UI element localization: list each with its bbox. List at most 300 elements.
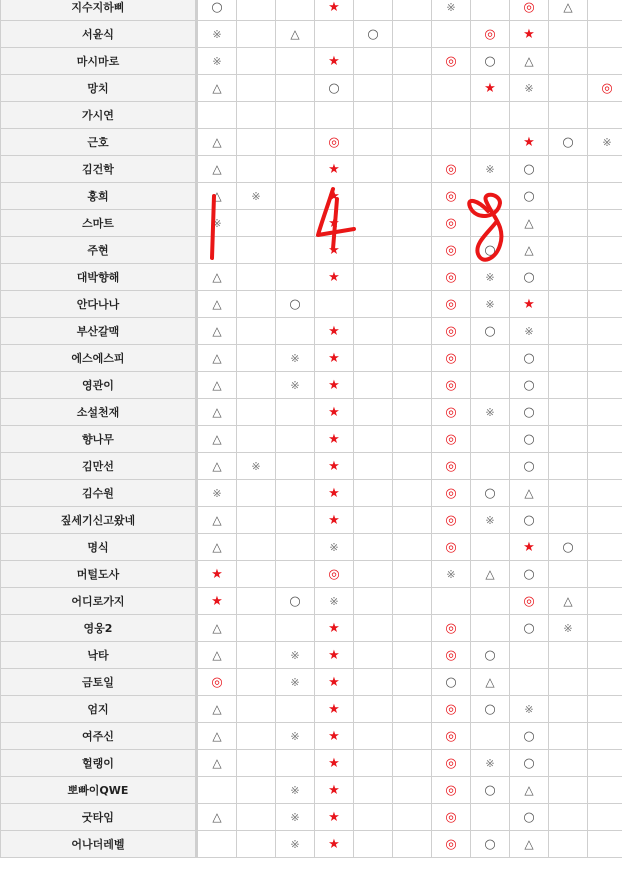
dcircle-mark: ◎ (484, 26, 496, 42)
dcircle-mark: ◎ (328, 134, 340, 150)
ref-mark: ※ (290, 649, 300, 662)
prediction-cell (197, 156, 237, 183)
prediction-cell (510, 156, 549, 183)
prediction-cell (393, 291, 432, 318)
triangle-mark: △ (212, 648, 222, 662)
prediction-cell (393, 21, 432, 48)
prediction-cell (354, 615, 393, 642)
prediction-cell (510, 237, 549, 264)
prediction-cell (510, 372, 549, 399)
table-row (1, 345, 622, 372)
prediction-cell (588, 399, 622, 426)
star-mark: ★ (328, 512, 340, 528)
prediction-cell (510, 183, 549, 210)
circle-mark: ○ (523, 377, 535, 393)
dcircle-mark: ◎ (445, 728, 457, 744)
player-name: 금토일 (1, 669, 197, 696)
prediction-cell (393, 804, 432, 831)
ref-mark: ※ (524, 82, 534, 95)
prediction-cell (549, 345, 588, 372)
prediction-cell (197, 372, 237, 399)
prediction-cell (237, 237, 276, 264)
prediction-cell (237, 723, 276, 750)
prediction-cell (471, 831, 510, 858)
prediction-cell (393, 210, 432, 237)
dcircle-mark: ◎ (445, 647, 457, 663)
prediction-cell (315, 318, 354, 345)
prediction-cell (197, 642, 237, 669)
prediction-cell (276, 291, 315, 318)
prediction-cell (237, 480, 276, 507)
prediction-cell (549, 318, 588, 345)
prediction-cell (197, 264, 237, 291)
prediction-cell (588, 318, 622, 345)
prediction-cell (237, 129, 276, 156)
prediction-cell (471, 129, 510, 156)
prediction-cell (276, 642, 315, 669)
triangle-mark: △ (524, 243, 534, 257)
prediction-cell (549, 453, 588, 480)
ref-mark: ※ (524, 325, 534, 338)
table-row (1, 480, 622, 507)
table-row (1, 642, 622, 669)
circle-mark: ○ (523, 269, 535, 285)
prediction-cell (471, 75, 510, 102)
circle-mark: ○ (367, 26, 379, 42)
prediction-cell (315, 669, 354, 696)
dcircle-mark: ◎ (445, 701, 457, 717)
prediction-cell (471, 615, 510, 642)
dcircle-mark: ◎ (445, 377, 457, 393)
star-mark: ★ (328, 755, 340, 771)
prediction-cell (588, 102, 622, 129)
prediction-cell (197, 723, 237, 750)
prediction-cell (393, 372, 432, 399)
prediction-cell (432, 48, 471, 75)
prediction-cell (237, 588, 276, 615)
prediction-cell (197, 183, 237, 210)
star-mark: ★ (328, 809, 340, 825)
circle-mark: ○ (289, 593, 301, 609)
star-mark: ★ (328, 377, 340, 393)
prediction-table-body (1, 0, 622, 858)
prediction-cell (549, 372, 588, 399)
prediction-cell (237, 804, 276, 831)
prediction-cell (588, 750, 622, 777)
circle-mark: ○ (484, 242, 496, 258)
prediction-cell (315, 210, 354, 237)
prediction-cell (315, 372, 354, 399)
player-name: 김수원 (1, 480, 197, 507)
circle-mark: ○ (523, 512, 535, 528)
prediction-cell (471, 426, 510, 453)
prediction-cell (432, 426, 471, 453)
prediction-cell (588, 534, 622, 561)
triangle-mark: △ (212, 756, 222, 770)
prediction-cell (354, 561, 393, 588)
prediction-cell (354, 723, 393, 750)
prediction-cell (432, 345, 471, 372)
prediction-cell (549, 426, 588, 453)
prediction-cell (276, 318, 315, 345)
prediction-cell (315, 156, 354, 183)
prediction-cell (237, 399, 276, 426)
triangle-mark: △ (212, 459, 222, 473)
prediction-cell (315, 507, 354, 534)
prediction-cell (393, 480, 432, 507)
player-name: 짚세기신고왔네 (1, 507, 197, 534)
prediction-cell (393, 48, 432, 75)
prediction-cell (471, 291, 510, 318)
prediction-cell (393, 75, 432, 102)
star-mark: ★ (523, 134, 535, 150)
ref-mark: ※ (290, 784, 300, 797)
prediction-cell (510, 561, 549, 588)
prediction-cell (588, 453, 622, 480)
prediction-cell (354, 129, 393, 156)
prediction-cell (315, 426, 354, 453)
prediction-cell (276, 750, 315, 777)
prediction-cell (588, 291, 622, 318)
prediction-cell (471, 0, 510, 21)
prediction-cell (237, 156, 276, 183)
prediction-cell (276, 453, 315, 480)
prediction-cell (588, 777, 622, 804)
prediction-cell (510, 696, 549, 723)
star-mark: ★ (328, 269, 340, 285)
prediction-cell (276, 372, 315, 399)
triangle-mark: △ (212, 162, 222, 176)
prediction-cell (276, 48, 315, 75)
prediction-cell (315, 237, 354, 264)
dcircle-mark: ◎ (445, 323, 457, 339)
ref-mark: ※ (290, 730, 300, 743)
triangle-mark: △ (212, 432, 222, 446)
prediction-cell (510, 804, 549, 831)
ref-mark: ※ (290, 379, 300, 392)
prediction-cell (354, 426, 393, 453)
prediction-cell (315, 453, 354, 480)
star-mark: ★ (328, 701, 340, 717)
ref-mark: ※ (485, 163, 495, 176)
prediction-cell (432, 831, 471, 858)
circle-mark: ○ (562, 134, 574, 150)
prediction-cell (393, 345, 432, 372)
prediction-cell (393, 129, 432, 156)
prediction-cell (237, 696, 276, 723)
player-name: 가시연 (1, 102, 197, 129)
prediction-cell (510, 480, 549, 507)
prediction-cell (354, 372, 393, 399)
prediction-cell (315, 129, 354, 156)
prediction-cell (315, 21, 354, 48)
circle-mark: ○ (328, 80, 340, 96)
prediction-cell (393, 615, 432, 642)
prediction-cell (588, 48, 622, 75)
prediction-cell (432, 723, 471, 750)
prediction-cell (197, 777, 237, 804)
prediction-cell (354, 345, 393, 372)
dcircle-mark: ◎ (328, 566, 340, 582)
star-mark: ★ (523, 296, 535, 312)
table-row (1, 426, 622, 453)
prediction-cell (549, 831, 588, 858)
ref-mark: ※ (524, 703, 534, 716)
prediction-cell (549, 561, 588, 588)
prediction-cell (354, 0, 393, 21)
player-name: 서윤식 (1, 21, 197, 48)
prediction-cell (471, 669, 510, 696)
triangle-mark: △ (524, 54, 534, 68)
prediction-cell (276, 237, 315, 264)
prediction-cell (276, 831, 315, 858)
prediction-cell (237, 453, 276, 480)
ref-mark: ※ (485, 271, 495, 284)
prediction-cell (237, 372, 276, 399)
dcircle-mark: ◎ (445, 755, 457, 771)
triangle-mark: △ (212, 81, 222, 95)
star-mark: ★ (328, 404, 340, 420)
prediction-cell (549, 399, 588, 426)
prediction-cell (354, 156, 393, 183)
prediction-cell (432, 399, 471, 426)
prediction-cell (276, 507, 315, 534)
prediction-cell (354, 264, 393, 291)
prediction-cell (510, 723, 549, 750)
table-row (1, 534, 622, 561)
dcircle-mark: ◎ (445, 269, 457, 285)
prediction-cell (315, 723, 354, 750)
triangle-mark: △ (212, 297, 222, 311)
table-row (1, 453, 622, 480)
prediction-cell (588, 831, 622, 858)
prediction-cell (549, 777, 588, 804)
prediction-cell (510, 642, 549, 669)
prediction-cell (549, 48, 588, 75)
dcircle-mark: ◎ (445, 809, 457, 825)
prediction-cell (315, 264, 354, 291)
prediction-cell (276, 615, 315, 642)
table-row (1, 129, 622, 156)
table-row (1, 777, 622, 804)
prediction-cell (276, 102, 315, 129)
prediction-cell (588, 372, 622, 399)
star-mark: ★ (211, 566, 223, 582)
prediction-cell (510, 507, 549, 534)
prediction-cell (276, 480, 315, 507)
triangle-mark: △ (212, 189, 222, 203)
prediction-cell (588, 615, 622, 642)
ref-mark: ※ (212, 55, 222, 68)
prediction-cell (549, 291, 588, 318)
prediction-cell (588, 588, 622, 615)
prediction-cell (588, 642, 622, 669)
ref-mark: ※ (329, 541, 339, 554)
star-mark: ★ (523, 539, 535, 555)
prediction-cell (393, 642, 432, 669)
prediction-cell (432, 453, 471, 480)
prediction-cell (276, 345, 315, 372)
table-row (1, 0, 622, 21)
dcircle-mark: ◎ (445, 458, 457, 474)
dcircle-mark: ◎ (445, 782, 457, 798)
prediction-cell (197, 129, 237, 156)
prediction-cell (237, 561, 276, 588)
prediction-cell (432, 669, 471, 696)
triangle-mark: △ (524, 783, 534, 797)
table-row (1, 669, 622, 696)
prediction-cell (471, 453, 510, 480)
player-name: 스마트 (1, 210, 197, 237)
triangle-mark: △ (212, 702, 222, 716)
circle-mark: ○ (484, 485, 496, 501)
prediction-cell (315, 480, 354, 507)
prediction-cell (276, 723, 315, 750)
prediction-cell (393, 723, 432, 750)
prediction-cell (432, 615, 471, 642)
prediction-cell (197, 48, 237, 75)
prediction-cell (549, 669, 588, 696)
ref-mark: ※ (290, 838, 300, 851)
prediction-cell (471, 399, 510, 426)
circle-mark: ○ (523, 161, 535, 177)
prediction-cell (237, 183, 276, 210)
dcircle-mark: ◎ (445, 296, 457, 312)
star-mark: ★ (328, 782, 340, 798)
prediction-cell (549, 156, 588, 183)
ref-mark: ※ (290, 352, 300, 365)
circle-mark: ○ (523, 458, 535, 474)
circle-mark: ○ (523, 566, 535, 582)
prediction-cell (315, 561, 354, 588)
dcircle-mark: ◎ (445, 404, 457, 420)
dcircle-mark: ◎ (445, 215, 457, 231)
prediction-cell (354, 453, 393, 480)
ref-mark: ※ (212, 487, 222, 500)
dcircle-mark: ◎ (445, 242, 457, 258)
dcircle-mark: ◎ (445, 161, 457, 177)
triangle-mark: △ (524, 837, 534, 851)
player-name: 망치 (1, 75, 197, 102)
prediction-cell (276, 561, 315, 588)
prediction-cell (588, 507, 622, 534)
prediction-cell (510, 426, 549, 453)
prediction-cell (315, 48, 354, 75)
player-name: 영관이 (1, 372, 197, 399)
prediction-cell (197, 696, 237, 723)
prediction-cell (237, 831, 276, 858)
prediction-cell (237, 318, 276, 345)
circle-mark: ○ (523, 809, 535, 825)
prediction-cell (510, 264, 549, 291)
player-name: 뽀빠이QWE (1, 777, 197, 804)
player-name: 안다나나 (1, 291, 197, 318)
prediction-cell (393, 426, 432, 453)
prediction-cell (276, 426, 315, 453)
prediction-cell (276, 156, 315, 183)
prediction-cell (510, 345, 549, 372)
star-mark: ★ (328, 188, 340, 204)
prediction-cell (510, 831, 549, 858)
star-mark: ★ (211, 593, 223, 609)
table-row (1, 210, 622, 237)
prediction-cell (471, 696, 510, 723)
prediction-cell (354, 534, 393, 561)
player-name: 주현 (1, 237, 197, 264)
prediction-cell (276, 0, 315, 21)
prediction-cell (354, 831, 393, 858)
prediction-cell (432, 507, 471, 534)
circle-mark: ○ (523, 728, 535, 744)
prediction-cell (393, 453, 432, 480)
prediction-cell (276, 21, 315, 48)
prediction-cell (471, 777, 510, 804)
prediction-cell (237, 210, 276, 237)
prediction-cell (432, 777, 471, 804)
prediction-cell (197, 480, 237, 507)
star-mark: ★ (328, 215, 340, 231)
circle-mark: ○ (523, 620, 535, 636)
prediction-cell (588, 156, 622, 183)
prediction-cell (432, 480, 471, 507)
prediction-cell (432, 372, 471, 399)
prediction-cell (510, 48, 549, 75)
prediction-cell (432, 750, 471, 777)
prediction-cell (315, 75, 354, 102)
player-name: 근호 (1, 129, 197, 156)
prediction-cell (432, 75, 471, 102)
prediction-cell (393, 696, 432, 723)
triangle-mark: △ (563, 0, 573, 14)
circle-mark: ○ (484, 53, 496, 69)
prediction-cell (237, 102, 276, 129)
prediction-cell (237, 507, 276, 534)
prediction-cell (237, 669, 276, 696)
prediction-cell (393, 831, 432, 858)
prediction-cell (471, 237, 510, 264)
prediction-cell (315, 831, 354, 858)
dcircle-mark: ◎ (211, 674, 223, 690)
prediction-cell (393, 588, 432, 615)
prediction-cell (510, 129, 549, 156)
prediction-cell (432, 534, 471, 561)
ref-mark: ※ (251, 460, 261, 473)
prediction-cell (549, 750, 588, 777)
prediction-cell (549, 183, 588, 210)
prediction-cell (588, 669, 622, 696)
prediction-cell (471, 156, 510, 183)
circle-mark: ○ (445, 674, 457, 690)
triangle-mark: △ (212, 378, 222, 392)
prediction-cell (393, 264, 432, 291)
table-row (1, 831, 622, 858)
ref-mark: ※ (329, 595, 339, 608)
prediction-cell (237, 534, 276, 561)
table-row (1, 264, 622, 291)
prediction-cell (315, 102, 354, 129)
table-row (1, 75, 622, 102)
prediction-cell (510, 588, 549, 615)
prediction-cell (510, 777, 549, 804)
player-name: 향나무 (1, 426, 197, 453)
player-name: 낙타 (1, 642, 197, 669)
prediction-cell (237, 264, 276, 291)
prediction-cell (549, 21, 588, 48)
prediction-cell (354, 48, 393, 75)
prediction-cell (588, 723, 622, 750)
triangle-mark: △ (212, 810, 222, 824)
prediction-cell (197, 210, 237, 237)
